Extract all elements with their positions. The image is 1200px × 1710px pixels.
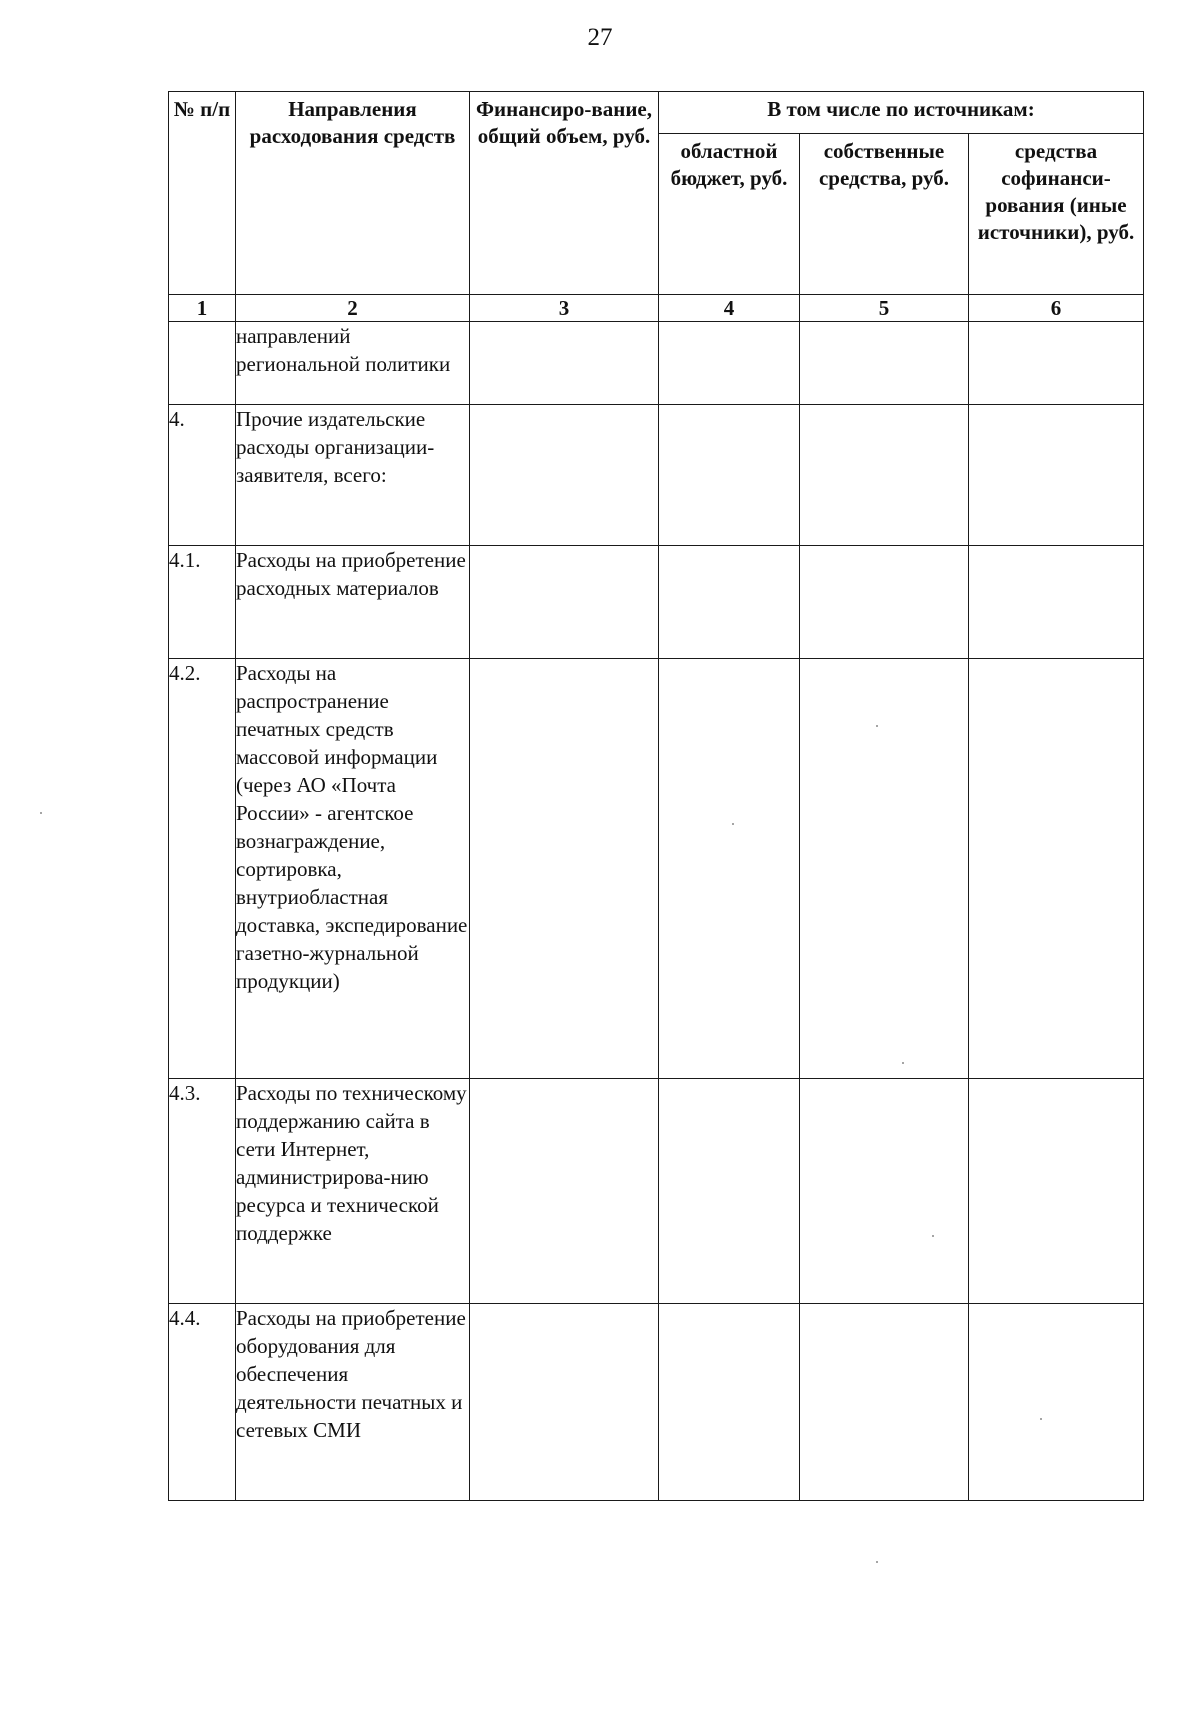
own-funds-cell	[800, 405, 969, 546]
header-cofinancing: средства софинанси-рования (иные источники), руб.	[969, 134, 1144, 295]
regional-budget-cell	[659, 546, 800, 659]
row-description: Расходы на приобретение расходных материалов	[236, 546, 470, 659]
column-number: 3	[470, 295, 659, 322]
scan-speck	[876, 1561, 878, 1563]
own-funds-cell	[800, 1079, 969, 1304]
cofinancing-cell	[969, 1079, 1144, 1304]
regional-budget-cell	[659, 1079, 800, 1304]
row-number: 4.	[169, 405, 236, 546]
table-row	[169, 659, 1144, 1079]
total-financing-cell	[470, 1304, 659, 1501]
row-description: Расходы на распространение печатных средств массовой информации (через АО «Почта России» - агентское вознаграждение, сортировка, внутриобластная доставка, экспедирование газетно-журнальной продукции)	[236, 659, 470, 1079]
row-description: Расходы на приобретение оборудования для обеспечения деятельности печатных и сетевых СМИ	[236, 1304, 470, 1501]
cofinancing-cell	[969, 322, 1144, 405]
column-number: 1	[169, 295, 236, 322]
scan-speck	[1040, 1418, 1042, 1420]
row-description: Прочие издательские расходы организации-заявителя, всего:	[236, 405, 470, 546]
row-description: Расходы по техническому поддержанию сайта в сети Интернет, администрирова-нию ресурса и технической поддержке	[236, 1079, 470, 1304]
row-number: 4.2.	[169, 659, 236, 1079]
table-row	[169, 322, 1144, 405]
scan-speck	[40, 812, 42, 814]
regional-budget-cell	[659, 659, 800, 1079]
cofinancing-cell	[969, 405, 1144, 546]
column-number: 2	[236, 295, 470, 322]
own-funds-cell	[800, 546, 969, 659]
cofinancing-cell	[969, 659, 1144, 1079]
scan-speck	[932, 1235, 934, 1237]
regional-budget-cell	[659, 322, 800, 405]
header-total-financing: Финансиро-вание, общий объем, руб.	[470, 92, 659, 295]
page-number: 27	[587, 24, 613, 51]
row-number	[169, 322, 236, 405]
regional-budget-cell	[659, 405, 800, 546]
own-funds-cell	[800, 1304, 969, 1501]
regional-budget-cell	[659, 1304, 800, 1501]
scan-speck	[876, 725, 878, 727]
column-number: 5	[800, 295, 969, 322]
column-number: 4	[659, 295, 800, 322]
total-financing-cell	[470, 405, 659, 546]
scan-speck	[902, 1062, 904, 1064]
column-number-row	[169, 295, 1144, 322]
total-financing-cell	[470, 659, 659, 1079]
total-financing-cell	[470, 322, 659, 405]
table-row	[169, 546, 1144, 659]
scan-speck	[732, 823, 734, 825]
header-sources-group: В том числе по источникам:	[659, 92, 1144, 134]
column-number: 6	[969, 295, 1144, 322]
header-regional-budget: областной бюджет, руб.	[659, 134, 800, 295]
cofinancing-cell	[969, 1304, 1144, 1501]
header-own-funds: собственные средства, руб.	[800, 134, 969, 295]
total-financing-cell	[470, 1079, 659, 1304]
row-number: 4.3.	[169, 1079, 236, 1304]
own-funds-cell	[800, 322, 969, 405]
table-row	[169, 405, 1144, 546]
budget-table	[168, 91, 1144, 1501]
row-number: 4.4.	[169, 1304, 236, 1501]
cofinancing-cell	[969, 546, 1144, 659]
row-number: 4.1.	[169, 546, 236, 659]
table-row	[169, 1079, 1144, 1304]
total-financing-cell	[470, 546, 659, 659]
own-funds-cell	[800, 659, 969, 1079]
row-description: направлений региональной политики	[236, 322, 470, 405]
header-row-number: № п/п	[169, 92, 236, 295]
header-expense-direction: Направления расходования средств	[236, 92, 470, 295]
table-row	[169, 1304, 1144, 1501]
